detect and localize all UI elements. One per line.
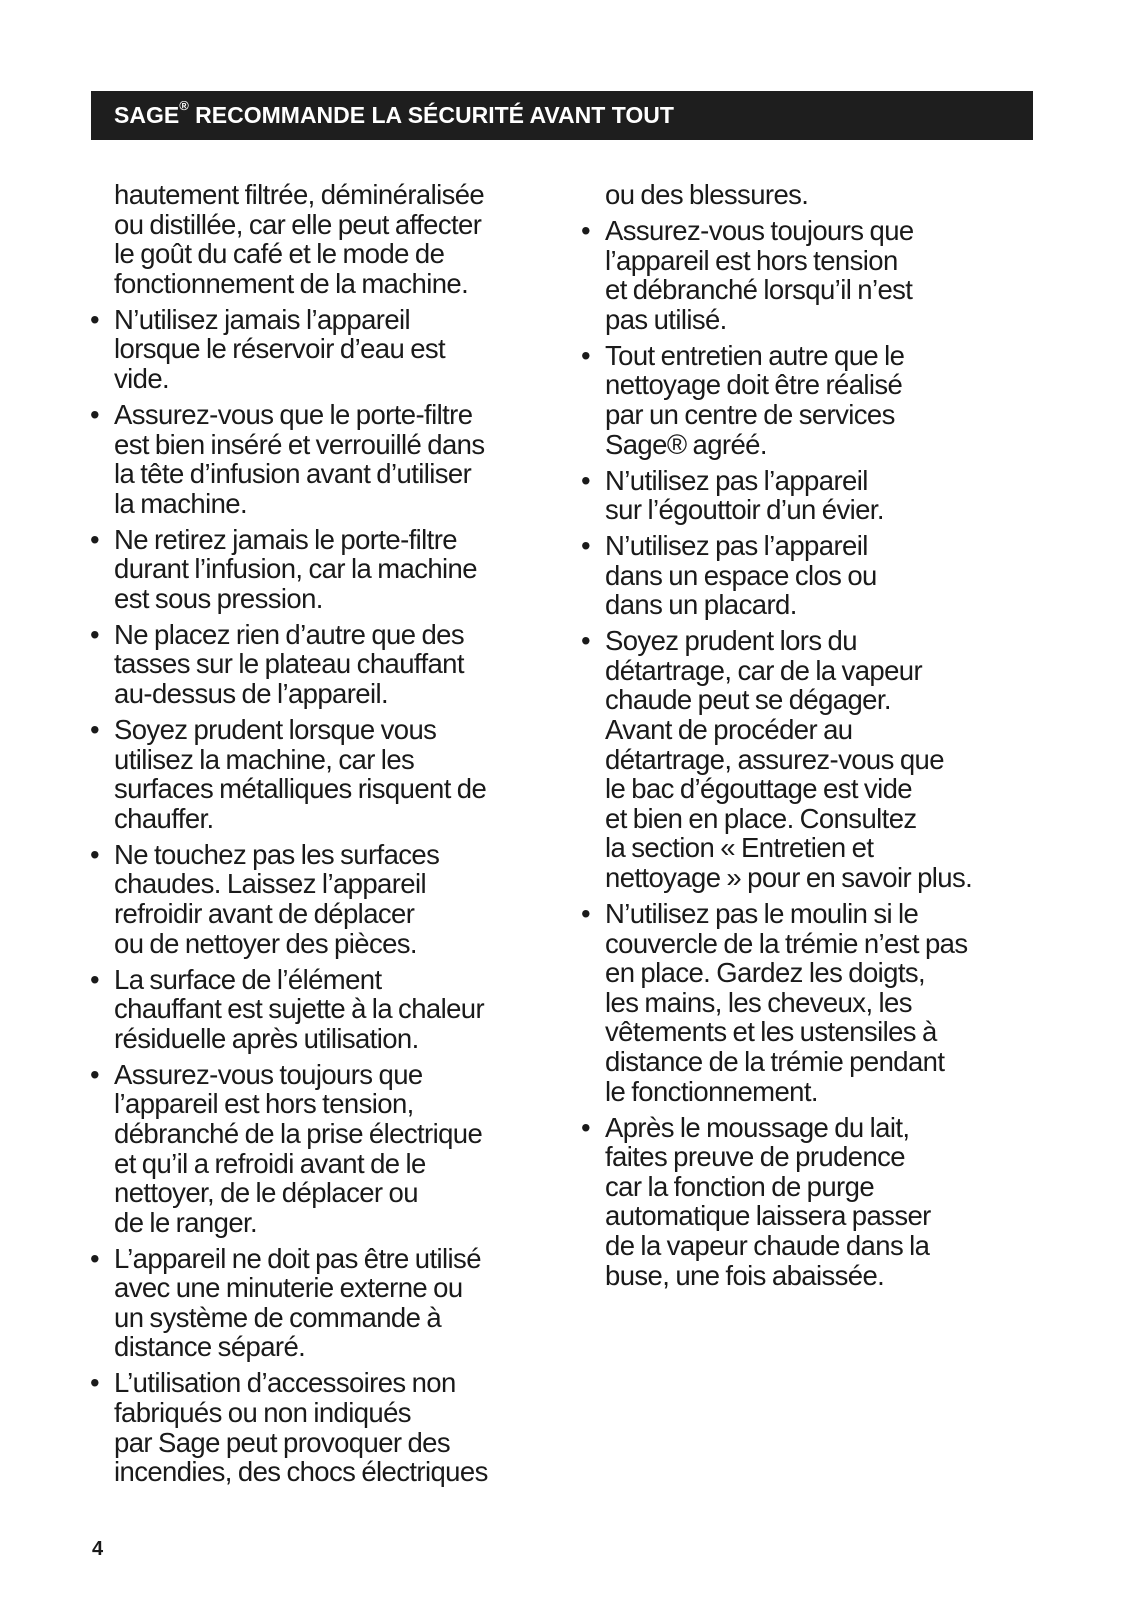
list-item: [580, 899, 1040, 1106]
list-item: [89, 1368, 559, 1486]
list-item: [89, 1244, 559, 1362]
list-item-text: Assurez-vous toujours que l’appareil est hors tension, débranché de la prise électrique et qu’il a refroidi avant de le nettoyer, de le déplacer ou de le ranger.: [114, 1058, 483, 1238]
list-item: [580, 626, 1040, 892]
list-item: [580, 341, 1040, 459]
registered-mark: ®: [179, 98, 189, 113]
bullet-point: •: [581, 214, 591, 246]
bullet-point: •: [581, 1111, 591, 1143]
bullet-point: •: [90, 714, 100, 746]
list-item: [580, 216, 1040, 334]
bullet-point: •: [90, 398, 100, 430]
page-number: 4: [92, 1538, 104, 1560]
list-item-text: Assurez-vous que le porte-filtre est bien inséré et verrouillé dans la tête d’infusion avant d’utiliser la machine.: [114, 398, 485, 519]
list-item-text: N’utilisez pas l’appareil sur l’égouttoir d’un évier.: [605, 464, 884, 526]
bullet-point: •: [90, 1058, 100, 1090]
list-item: [89, 620, 559, 709]
paragraph-text: ou des blessures.: [605, 179, 809, 210]
section-title-brand: SAGE: [114, 102, 180, 128]
list-item: [580, 531, 1040, 620]
continued-paragraph: [89, 180, 559, 298]
section-title: [114, 98, 674, 129]
list-item-text: N’utilisez pas le moulin si le couvercle de la trémie n’est pas en place. Gardez les doigts, les mains, les cheveux, les vêtements et les ustensiles à distance de la trémie pendant le fonctionnement.: [605, 898, 968, 1107]
bullet-point: •: [90, 963, 100, 995]
list-item-text: Assurez-vous toujours que l’appareil est hors tension et débranché lorsqu’il n’est pas utilisé.: [605, 214, 914, 335]
list-item: [89, 840, 559, 958]
bullet-point: •: [90, 1242, 100, 1274]
list-item-text: L’appareil ne doit pas être utilisé avec une minuterie externe ou un système de commande à distance séparé.: [114, 1242, 481, 1363]
list-item-text: N’utilisez jamais l’appareil lorsque le réservoir d’eau est vide.: [114, 303, 446, 394]
bullet-point: •: [581, 464, 591, 496]
list-item: [580, 466, 1040, 525]
section-title-rest: RECOMMANDE LA SÉCURITÉ AVANT TOUT: [188, 102, 674, 128]
left-column: [89, 180, 559, 1493]
bullet-point: •: [90, 303, 100, 335]
right-column: [580, 180, 1040, 1297]
list-item: [89, 400, 559, 518]
bullet-point: •: [581, 625, 591, 657]
list-item-text: La surface de l’élément chauffant est sujette à la chaleur résiduelle après utilisation.: [114, 963, 485, 1054]
list-item-text: Soyez prudent lors du détartrage, car de la vapeur chaude peut se dégager. Avant de procéder au détartrage, assurez-vous que le bac d’égouttage est vide et bien en place. Consultez la section « Entretien et nettoyage » pour en savoir plus.: [605, 625, 973, 894]
bullet-point: •: [581, 898, 591, 929]
paragraph-text: hautement filtrée, déminéralisée ou distillée, car elle peut affecter le goût du café et le mode de fonctionnement de la machine.: [114, 179, 485, 299]
list-item: [89, 965, 559, 1054]
section-header-bar: [91, 91, 1033, 140]
list-item: [89, 1060, 559, 1238]
bullet-point: •: [581, 530, 591, 562]
bullet-point: •: [90, 618, 100, 650]
list-item-text: Tout entretien autre que le nettoyage doit être réalisé par un centre de services Sage® agréé.: [605, 339, 905, 460]
list-item: [580, 1113, 1040, 1291]
list-item-text: Ne touchez pas les surfaces chaudes. Laissez l’appareil refroidir avant de déplacer ou de nettoyer des pièces.: [114, 838, 440, 959]
list-item-text: L’utilisation d’accessoires non fabriqués ou non indiqués par Sage peut provoquer des incendies, des chocs électriques: [114, 1367, 488, 1488]
list-item-text: N’utilisez pas l’appareil dans un espace clos ou dans un placard.: [605, 530, 877, 621]
list-item-text: Ne retirez jamais le porte-filtre durant l’infusion, car la machine est sous pression.: [114, 523, 477, 614]
list-item-text: Ne placez rien d’autre que des tasses sur le plateau chauffant au-dessus de l’appareil.: [114, 618, 465, 710]
continued-paragraph: [580, 180, 1040, 210]
list-item: [89, 305, 559, 394]
bullet-point: •: [90, 1367, 100, 1399]
list-item: [89, 525, 559, 614]
list-item: [89, 715, 559, 833]
bullet-point: •: [90, 523, 100, 555]
bullet-point: •: [90, 838, 100, 870]
list-item-text: Soyez prudent lorsque vous utilisez la machine, car les surfaces métalliques risquent de chauffer.: [114, 714, 487, 834]
list-item-text: Après le moussage du lait, faites preuve de prudence car la fonction de purge automatique laissera passer de la vapeur chaude dans la buse, une fois abaissée.: [605, 1111, 931, 1291]
bullet-point: •: [581, 339, 591, 371]
